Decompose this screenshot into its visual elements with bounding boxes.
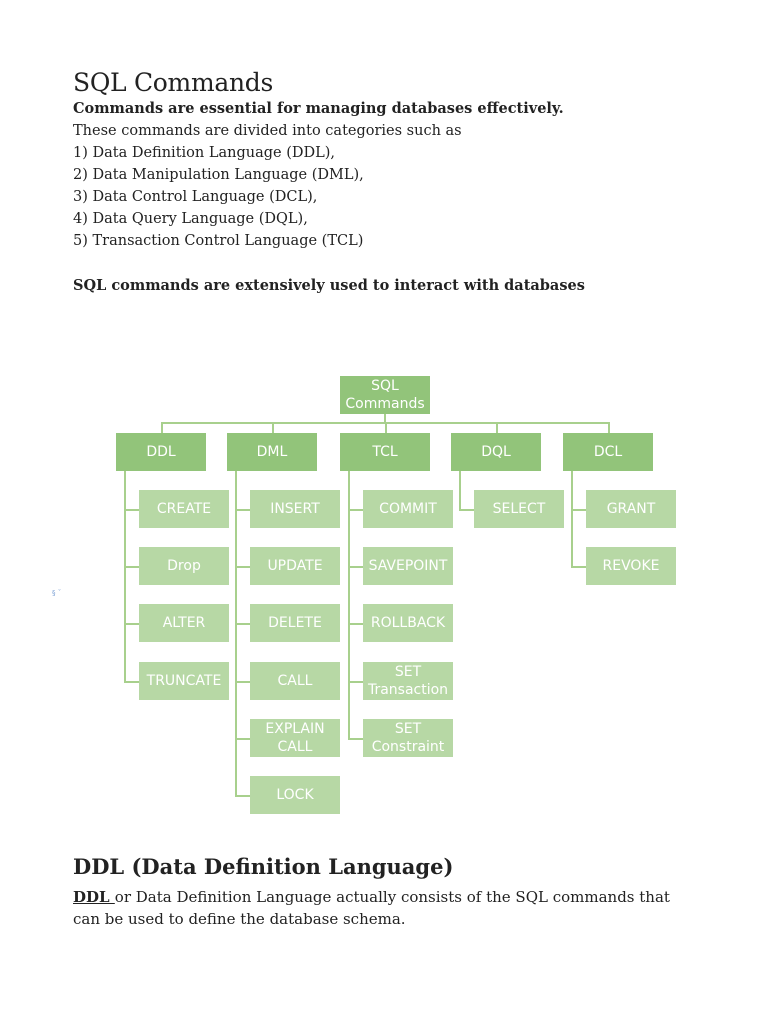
command-explain-call: EXPLAIN CALL xyxy=(250,719,340,757)
category-tcl: TCL xyxy=(340,433,430,471)
list-item: 1) Data Definition Language (DDL), xyxy=(73,145,335,161)
connector-line xyxy=(235,623,250,625)
category-dql: DQL xyxy=(451,433,541,471)
usage-statement: SQL commands are extensively used to interact with databases xyxy=(73,277,585,294)
connector-line xyxy=(571,509,586,511)
list-item: 3) Data Control Language (DCL), xyxy=(73,189,318,205)
command-select: SELECT xyxy=(474,490,564,528)
connector-line xyxy=(124,471,126,682)
command-commit: COMMIT xyxy=(363,490,453,528)
connector-line xyxy=(235,738,250,740)
connector-line xyxy=(348,509,363,511)
connector-line xyxy=(235,681,250,683)
page-title: SQL Commands xyxy=(73,68,274,97)
command-delete: DELETE xyxy=(250,604,340,642)
side-marker: § ˇ xyxy=(52,589,62,597)
connector-line xyxy=(124,623,139,625)
connector-line xyxy=(348,681,363,683)
command-alter: ALTER xyxy=(139,604,229,642)
connector-line xyxy=(235,509,250,511)
section-heading: DDL (Data Definition Language) xyxy=(73,854,454,879)
command-create: CREATE xyxy=(139,490,229,528)
category-dcl: DCL xyxy=(563,433,653,471)
connector-line xyxy=(272,422,274,433)
command-insert: INSERT xyxy=(250,490,340,528)
command-grant: GRANT xyxy=(586,490,676,528)
connector-line xyxy=(385,422,387,433)
section-term: DDL xyxy=(73,888,115,906)
connector-line xyxy=(348,738,363,740)
command-set-constraint: SET Constraint xyxy=(363,719,453,757)
command-drop: Drop xyxy=(139,547,229,585)
list-item: 5) Transaction Control Language (TCL) xyxy=(73,233,364,249)
command-savepoint: SAVEPOINT xyxy=(363,547,453,585)
intro-line: These commands are divided into categories such as xyxy=(73,123,462,139)
connector-line xyxy=(496,422,498,433)
command-lock: LOCK xyxy=(250,776,340,814)
connector-line xyxy=(235,471,237,796)
section-text: or Data Definition Language actually consists of the SQL commands that can be used to define the database schema. xyxy=(73,888,670,928)
connector-line xyxy=(348,623,363,625)
connector-line xyxy=(124,566,139,568)
connector-line xyxy=(161,422,163,433)
root-node: SQL Commands xyxy=(340,376,430,414)
section-paragraph xyxy=(73,886,693,930)
connector-line xyxy=(459,509,474,511)
list-item: 2) Data Manipulation Language (DML), xyxy=(73,167,364,183)
list-item: 4) Data Query Language (DQL), xyxy=(73,211,308,227)
category-dml: DML xyxy=(227,433,317,471)
connector-line xyxy=(124,509,139,511)
command-call: CALL xyxy=(250,662,340,700)
connector-line xyxy=(348,471,350,739)
connector-line xyxy=(235,795,250,797)
connector-line xyxy=(571,471,573,567)
command-update: UPDATE xyxy=(250,547,340,585)
command-truncate: TRUNCATE xyxy=(139,662,229,700)
connector-line xyxy=(235,566,250,568)
connector-line xyxy=(124,681,139,683)
connector-line xyxy=(348,566,363,568)
connector-line xyxy=(608,422,610,433)
intro-bold: Commands are essential for managing databases effectively. xyxy=(73,100,564,117)
command-set-transaction: SET Transaction xyxy=(363,662,453,700)
connector-line xyxy=(571,566,586,568)
connector-line xyxy=(459,471,461,510)
command-rollback: ROLLBACK xyxy=(363,604,453,642)
category-ddl: DDL xyxy=(116,433,206,471)
command-revoke: REVOKE xyxy=(586,547,676,585)
